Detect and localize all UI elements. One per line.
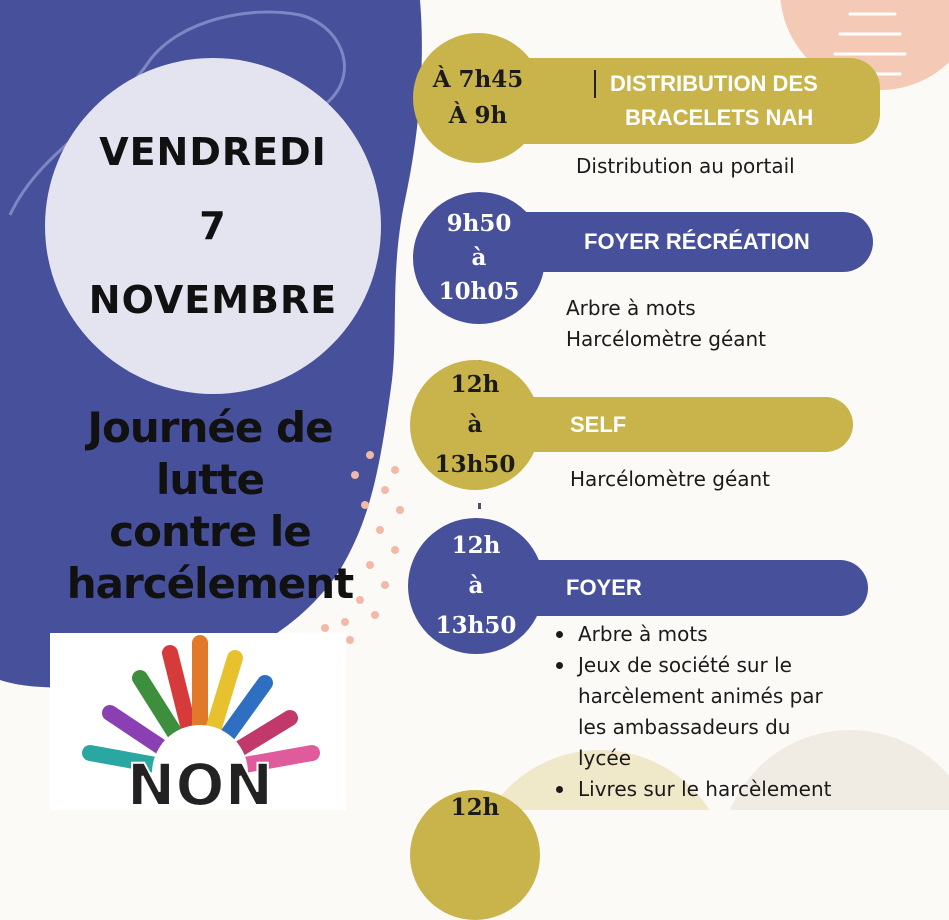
event-detail: Harcélomètre géant [566, 327, 767, 351]
event-bullet-list [552, 619, 831, 805]
list-item: Arbre à mots [552, 619, 831, 650]
event-time-circle [408, 518, 544, 654]
text-cursor [594, 70, 596, 98]
event-detail: Harcélomètre géant [570, 467, 771, 491]
event-title-line: SELF [570, 411, 627, 437]
date-day-name: VENDREDI [99, 130, 327, 174]
title-line-3: contre le [109, 507, 311, 556]
event-time-line: 10h05 [438, 278, 520, 305]
event-details [566, 293, 766, 355]
list-item-continued: lycée [578, 746, 631, 770]
hands-partial-text: NON [126, 751, 274, 810]
colorful-hands-image [50, 633, 346, 810]
event-time-line: 13h50 [434, 451, 516, 478]
date-month: NOVEMBRE [88, 278, 338, 322]
event-title-line: FOYER RÉCRÉATION [584, 229, 810, 254]
event-detail: Distribution au portail [576, 154, 795, 178]
event-time-line: 9h50 [446, 210, 512, 237]
date-circle [45, 58, 381, 394]
event-time-line: À 9h [448, 102, 508, 129]
event-title-line: DISTRIBUTION DES [610, 71, 818, 96]
title-line-2: lutte [156, 455, 264, 504]
event-time-circle [413, 33, 543, 163]
event-time-line: 13h50 [435, 612, 517, 639]
page-title [14, 402, 406, 610]
event-time-line: 12h [451, 532, 501, 559]
event-time-circle [410, 360, 540, 490]
event-detail: Arbre à mots [566, 296, 696, 320]
date-day-number: 7 [199, 204, 227, 248]
event-time-line: 12h [450, 371, 500, 398]
event-time-line: à [468, 572, 484, 599]
event-time-line: à [467, 411, 483, 438]
event-time-line: À 7h45 [432, 66, 524, 93]
title-line-4: harcélement [66, 559, 354, 608]
list-item: Jeux de société sur le [552, 650, 831, 681]
event-time-line: à [471, 244, 487, 271]
colorful-hands-icon [50, 633, 346, 810]
event-title-line: FOYER [566, 575, 642, 600]
event-time-circle [413, 192, 545, 324]
list-item-continued: les ambassadeurs du [578, 715, 791, 739]
event-time-line: 12h [450, 794, 500, 821]
list-item: Livres sur le harcèlement [552, 774, 831, 805]
event-title-line: BRACELETS NAH [625, 105, 814, 130]
list-item-continued: harcèlement animés par [578, 684, 823, 708]
title-line-1: Journée de [87, 403, 333, 452]
